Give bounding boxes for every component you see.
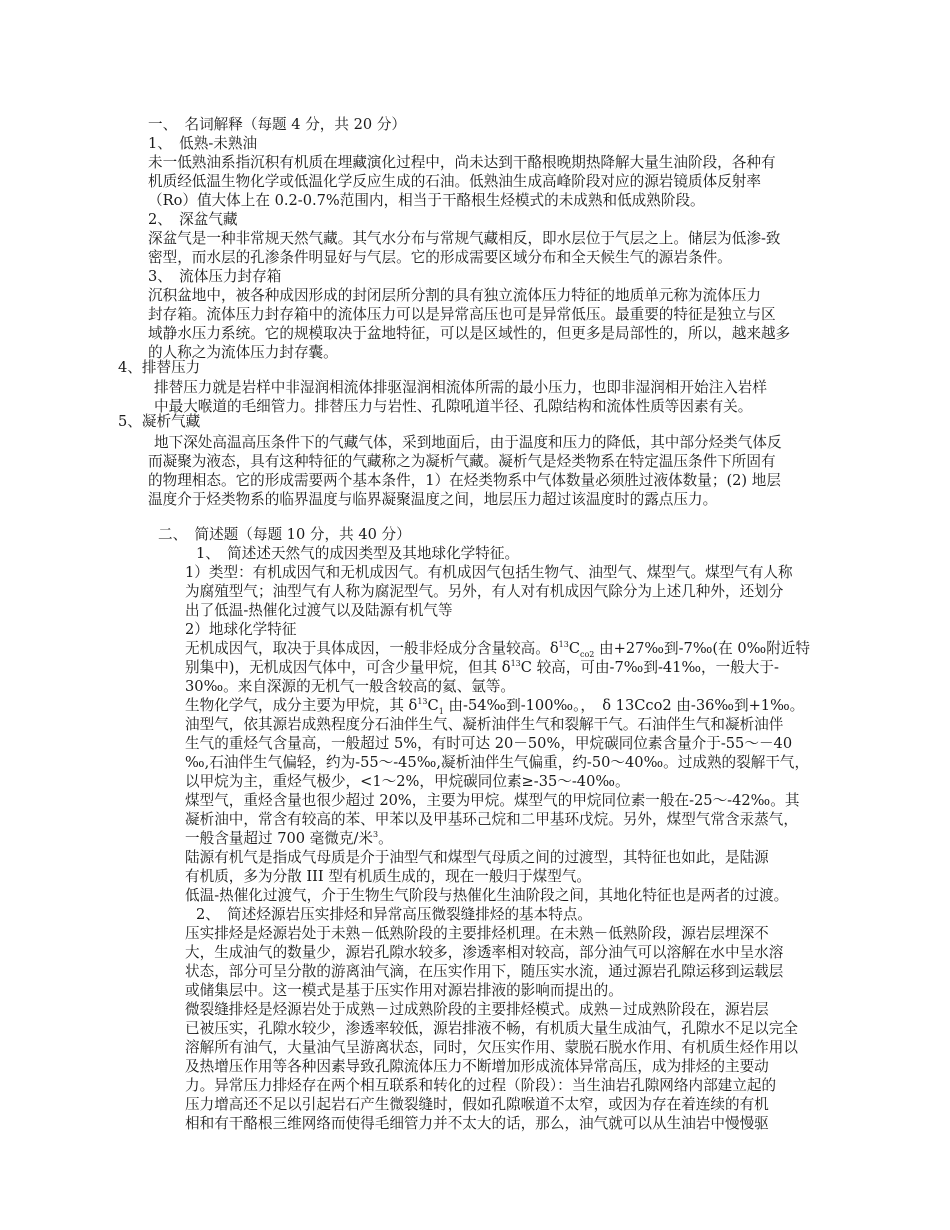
term5-line: 温度介于烃类物系的临界温度与临界凝聚温度之间，地层压力超过该温度时的露点压力。 [148, 491, 718, 508]
microfracture-line: 已被压实，孔隙水较少，渗透率较低，源岩排液不畅，有机质大量生成油气，孔隙水不足以完全 [185, 1020, 798, 1037]
term4-line: 排替压力就是岩样中非湿润相流体排驱湿润相流体所需的最小压力，也即非湿润相开始注入岩样 [154, 379, 767, 396]
microfracture-line: 力。异常压力排烃存在两个相互联系和转化的过程（阶段）：当生油岩孔隙网络内部建立起的 [185, 1077, 777, 1094]
coal-gas-line: 煤型气，重烃含量也很少超过 20%，主要为甲烷。煤型气的甲烷同位素一般在-25～-42‰。其 [185, 792, 800, 809]
terrestrial-gas-line: 有机质，多为分散 III 型有机质生成的，现在一般归于煤型气。 [185, 868, 592, 885]
inorganic-gas-line: 30‰。来自深源的无机气一般含较高的氦、氩等。 [185, 678, 516, 695]
question2-title: 2、 简述烃源岩压实排烃和异常高压微裂缝排烃的基本特点。 [196, 906, 593, 923]
term2-line: 深盆气是一种非常规天然气藏。其气水分布与常规气藏相反，即水层位于气层之上。储层为低渗-致 [148, 230, 781, 247]
term5-line: 而凝聚为液态，具有这种特征的气藏称之为凝析气藏。凝析气是烃类物系在特定温压条件下所固有 [148, 453, 776, 470]
term2-line: 密型，而水层的孔渗条件明显好与气层。它的形成需要区域分布和全天候生气的源岩条件。 [148, 249, 732, 266]
term1-title: 1、 低熟-未熟油 [148, 135, 258, 152]
term3-line: 封存箱。流体压力封存箱中的流体压力可以是异常高压也可是异常低压。最重要的特征是独立与区 [148, 306, 776, 323]
term1-line: 未一低熟油系指沉积有机质在埋藏演化过程中，尚未达到干酪根晚期热降解大量生油阶段，各种有 [148, 154, 776, 171]
q1-geochem-title: 2）地球化学特征 [185, 621, 297, 638]
microfracture-line: 压力增高还不足以引起岩石产生微裂缝时，假如孔隙喉道不太窄，或因为存在着连续的有机 [185, 1096, 769, 1113]
term3-title: 3、 流体压力封存箱 [148, 268, 282, 285]
transition-gas-line: 低温-热催化过渡气，介于生物生气阶段与热催化生油阶段之间，其地化特征也是两者的过渡。 [185, 887, 789, 904]
microfracture-line: 相和有干酪根三维网络而使得毛细管力并不太大的话，那么，油气就可以从生油岩中慢慢驱 [185, 1115, 769, 1132]
term3-line: 沉积盆地中，被各种成因形成的封闭层所分割的具有独立流体压力特征的地质单元称为流体压力 [148, 287, 761, 304]
q1-type-line: 1）类型：有机成因气和无机成因气。有机成因气包括生物气、油型气、煤型气。煤型气有人称 [185, 564, 793, 581]
term5-line: 的物理相态。它的形成需要两个基本条件，1）在烃类物系中气体数量必须胜过液体数量；(2) 地层 [148, 472, 781, 489]
term4-title: 4、排替压力 [118, 359, 201, 376]
term1-line: 机质经低温生物化学或低温化学反应生成的石油。低熟油生成高峰阶段对应的源岩镜质体反射率 [148, 173, 761, 190]
term3-line: 的人称之为流体压力封存囊。 [148, 344, 338, 361]
oil-gas-line: 以甲烷为主，重烃气极少，<1～2%，甲烷碳同位素≥-35～-40‰。 [185, 773, 630, 790]
microfracture-line: 微裂缝排烃是烃源岩处于成熟－过成熟阶段的主要排烃模式。成熟－过成熟阶段在，源岩层 [185, 1001, 769, 1018]
oil-gas-line: ‰,石油伴生气偏轻，约为-55～-45‰,凝析油伴生气偏重，约-50～40‰。过成熟的裂解干气， [185, 754, 810, 771]
microfracture-line: 及热增压作用等各种因素导致孔隙流体压力不断增加形成流体异常高压，成为排烃的主要动 [185, 1058, 769, 1075]
compaction-line: 状态，部分可呈分散的游离油气滴，在压实作用下，随压实水流，通过源岩孔隙运移到运载层 [185, 963, 784, 980]
compaction-line: 大，生成油气的数量少，源岩孔隙水较多，渗透率相对较高，部分油气可以溶解在水中呈水溶 [185, 944, 784, 961]
microfracture-line: 溶解所有油气，大量油气呈游离状态，同时，欠压实作用、蒙脱石脱水作用、有机质生烃作用以 [185, 1039, 798, 1056]
bio-gas-line: 生物化学气，成分主要为甲烷，其 $\delta^{13}C_1$ 由-54‰到-100‰。， δ 13Cco2 由-36‰到+1‰。 [185, 697, 805, 716]
section2-heading: 二、 简述题（每题 10 分，共 40 分） [158, 526, 411, 543]
oil-gas-line: 生气的重烃气含量高，一般超过 5%，有时可达 20－50%，甲烷碳同位素含量介于-55～－40 [185, 735, 793, 752]
inorganic-gas-line: 无机成因气，取决于具体成因，一般非烃成分含量较高。$\delta^{13}C_{co2}$ 由+27‰到-7‰(在 0‰附近特 [185, 640, 810, 659]
question1-title: 1、 简述述天然气的成因类型及其地球化学特征。 [196, 545, 520, 562]
term5-line: 地下深处高温高压条件下的气藏气体，采到地面后，由于温度和压力的降低，其中部分烃类气体反 [154, 434, 782, 451]
term1-line: （Ro）值大体上在 0.2-0.7%范围内，相当于干酪根生烃模式的未成熟和低成熟阶段。 [148, 192, 705, 209]
terrestrial-gas-line: 陆源有机气是指成气母质是介于油型气和煤型气母质之间的过渡型，其特征也如此，是陆源 [185, 849, 769, 866]
term4-line: 中最大喉道的毛细管力。排替压力与岩性、孔隙吼道半径、孔隙结构和流体性质等因素有关。 [154, 398, 753, 415]
term3-line: 域静水压力系统。它的规模取决于盆地特征，可以是区域性的，但更多是局部性的，所以，越来越多 [148, 325, 791, 342]
inorganic-gas-line: 别集中)，无机成因气体中，可含少量甲烷，但其 $\delta^{13}C$ 较高，可由-7‰到-41‰，一般大于- [185, 659, 779, 676]
term5-title: 5、凝析气藏 [118, 413, 201, 430]
compaction-line: 或储集层中。这一模式是基于压实作用对源岩排液的影响而提出的。 [185, 982, 623, 999]
term2-title: 2、 深盆气藏 [148, 211, 238, 228]
oil-gas-line: 油型气，依其源岩成熟程度分石油伴生气、凝析油伴生气和裂解干气。石油伴生气和凝析油伴 [185, 716, 784, 733]
compaction-line: 压实排烃是烃源岩处于未熟－低熟阶段的主要排烃机理。在未熟－低熟阶段，源岩层埋深不 [185, 925, 769, 942]
q1-type-line: 出了低温-热催化过渡气以及陆源有机气等 [185, 602, 453, 619]
q1-type-line: 为腐殖型气；油型气有人称为腐泥型气。另外，有人对有机成因气除分为上述几种外，还划分 [185, 583, 784, 600]
coal-gas-line: 一般含量超过 700 毫微克/米$^3$。 [185, 830, 393, 847]
section1-heading: 一、 名词解释（每题 4 分，共 20 分） [148, 116, 407, 133]
coal-gas-line: 凝析油中，常含有较高的苯、甲苯以及甲基环己烷和二甲基环戊烷。另外，煤型气常含汞蒸气， [185, 811, 798, 828]
